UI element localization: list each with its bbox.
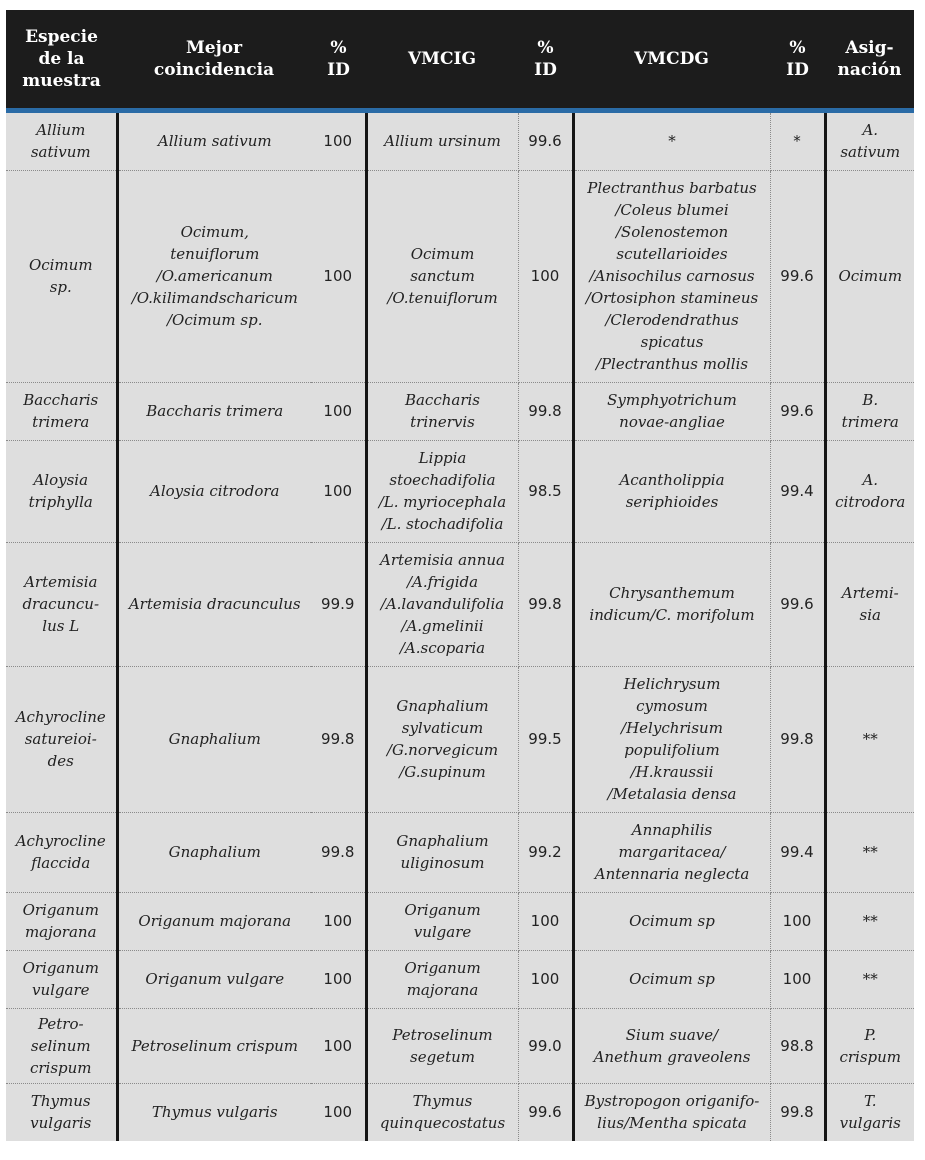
cell-text-line: Especie [25, 26, 98, 47]
cell-text-line: 100 [323, 267, 353, 285]
cell-vmcdg [573, 382, 770, 440]
cell-text-line: crispum [29, 1058, 92, 1077]
cell-text-line: Petroselinum [392, 1025, 493, 1044]
cell-text-line: de la [38, 48, 85, 69]
cell-best-match-percent-id [311, 542, 366, 666]
cell-text-line: P. [864, 1025, 877, 1044]
cell-text-line: 99.8 [780, 730, 814, 748]
cell-text-line: scutellarioides [616, 245, 728, 263]
cell-vmcdg [573, 440, 770, 542]
cell-text-line: Artemisia [24, 573, 98, 591]
cell-text-line: crispum [839, 1047, 902, 1066]
cell-text-line: 99.8 [321, 843, 355, 861]
table-row [6, 1008, 914, 1083]
table-row [6, 542, 914, 666]
cell-text-line: ID [786, 59, 809, 80]
cell-text-line: Origanum [404, 901, 481, 919]
cell-vmcig-percent-id [518, 666, 573, 812]
header-best-match [117, 10, 311, 110]
cell-sample-species [6, 666, 117, 812]
cell-vmcig-percent-id [518, 812, 573, 892]
cell-text-line: sylvaticum [401, 719, 484, 737]
cell-text-line: 99.8 [780, 1103, 814, 1122]
cell-text-line: 100 [323, 912, 353, 930]
cell-text-line: Acantholippia [619, 471, 725, 489]
cell-text-line: Origanum [22, 901, 99, 919]
cell-best-match [117, 892, 311, 950]
header-sample-species [6, 10, 117, 110]
cell-vmcdg [573, 110, 770, 170]
cell-text-line: 100 [323, 402, 353, 420]
cell-text-line: 99.6 [780, 267, 814, 285]
cell-text-line: muestra [22, 70, 101, 91]
cell-text-line: Origanum [22, 959, 99, 977]
cell-text-line: Anethum graveolens [593, 1047, 751, 1066]
cell-text-line: 99.0 [528, 1036, 562, 1055]
header-percent-id [311, 10, 366, 110]
cell-text-line: Ocimum sp [629, 912, 715, 930]
cell-text-line: Aloysia [33, 471, 89, 489]
cell-text-line: Achyrocline [15, 832, 106, 850]
cell-text-line: Gnaphalium [396, 832, 489, 850]
cell-text-line: segetum [410, 1047, 475, 1066]
header-vmcig [366, 10, 518, 110]
cell-text-line: 100 [782, 912, 812, 930]
table-header [6, 10, 914, 110]
cell-vmcdg-percent-id [770, 892, 825, 950]
cell-text-line: Petro- [37, 1014, 84, 1033]
cell-text-line: 99.6 [528, 132, 562, 150]
cell-vmcig-percent-id [518, 1083, 573, 1141]
cell-vmcig [366, 1083, 518, 1141]
cell-text-line: /O.tenuiflorum [387, 289, 498, 307]
cell-best-match-percent-id [311, 1008, 366, 1083]
cell-text-line: Gnaphalium [396, 697, 489, 715]
cell-vmcdg [573, 1083, 770, 1141]
table-row [6, 666, 914, 812]
cell-text-line: nación [837, 59, 902, 80]
table-row [6, 812, 914, 892]
cell-text-line: Thymus vulgaris [151, 1103, 278, 1122]
cell-text-line: Artemisia dracunculus [128, 595, 301, 613]
cell-sample-species [6, 1083, 117, 1141]
cell-text-line: Plectranthus barbatus [587, 179, 757, 197]
cell-text-line: ** [862, 970, 878, 988]
cell-text-line: Origanum majorana [138, 912, 292, 930]
cell-vmcig [366, 440, 518, 542]
cell-text-line: stoechadifolia [389, 471, 496, 489]
cell-text-line: flaccida [31, 854, 91, 872]
cell-text-line: A. [862, 121, 879, 139]
cell-text-line: /O.americanum [156, 267, 273, 285]
cell-text-line: T. [863, 1092, 877, 1111]
cell-text-line: /L. stochadifolia [381, 515, 504, 533]
cell-best-match [117, 110, 311, 170]
cell-text-line: ID [534, 59, 557, 80]
cell-text-line: /A.scoparia [399, 639, 486, 657]
cell-text-line: Allium ursinum [384, 132, 501, 150]
cell-text-line: lus L [42, 617, 80, 635]
cell-text-line: VMCIG [407, 48, 476, 69]
cell-vmcig-percent-id [518, 382, 573, 440]
cell-vmcig [366, 542, 518, 666]
cell-vmcig-percent-id [518, 542, 573, 666]
cell-text-line: 98.5 [528, 482, 562, 500]
cell-text-line: trimera [32, 413, 90, 431]
cell-assignment [825, 440, 914, 542]
cell-text-line: vulgare [413, 923, 472, 941]
cell-text-line: Ocimum [28, 256, 93, 274]
cell-text-line: populifolium [624, 741, 720, 759]
cell-text-line: /G.supinum [399, 763, 486, 781]
cell-text-line: cymosum [636, 697, 708, 715]
cell-text-line: 99.8 [528, 402, 562, 420]
cell-vmcdg-percent-id [770, 110, 825, 170]
cell-text-line: ID [327, 59, 350, 80]
cell-sample-species [6, 812, 117, 892]
cell-sample-species [6, 542, 117, 666]
cell-text-line: B. [862, 391, 879, 409]
cell-vmcdg [573, 812, 770, 892]
cell-text-line: Gnaphalium [168, 730, 261, 748]
cell-vmcdg [573, 1008, 770, 1083]
cell-sample-species [6, 440, 117, 542]
cell-vmcig [366, 110, 518, 170]
cell-text-line: /H.kraussii [630, 763, 714, 781]
cell-assignment [825, 812, 914, 892]
cell-text-line: dracuncu- [22, 595, 100, 613]
cell-text-line: Thymus [412, 1092, 473, 1111]
cell-best-match [117, 950, 311, 1008]
cell-text-line: Baccharis [23, 391, 99, 409]
cell-vmcig-percent-id [518, 170, 573, 382]
cell-text-line: sia [859, 606, 881, 624]
cell-text-line: 98.8 [780, 1036, 814, 1055]
cell-text-line: tenuiflorum [170, 245, 260, 263]
cell-text-line: 99.4 [780, 843, 814, 861]
cell-text-line: Ocimum [410, 245, 475, 263]
cell-text-line: Aloysia citrodora [149, 482, 280, 500]
cell-text-line: 100 [530, 970, 560, 988]
cell-best-match [117, 1083, 311, 1141]
cell-text-line: ** [862, 730, 878, 748]
cell-text-line: 99.9 [321, 595, 355, 613]
cell-text-line: Mejor [185, 37, 243, 58]
cell-text-line: /O.kilimandscharicum [131, 289, 298, 307]
cell-text-line: vulgaris [30, 1114, 92, 1133]
cell-assignment [825, 542, 914, 666]
cell-text-line: trimera [841, 413, 899, 431]
cell-text-line: selinum [30, 1036, 91, 1055]
cell-assignment [825, 170, 914, 382]
cell-vmcdg-percent-id [770, 1008, 825, 1083]
cell-text-line: % [537, 37, 554, 58]
table-row [6, 892, 914, 950]
cell-vmcig-percent-id [518, 110, 573, 170]
cell-best-match-percent-id [311, 892, 366, 950]
cell-vmcdg [573, 170, 770, 382]
cell-text-line: majorana [406, 981, 479, 999]
cell-text-line: seriphioides [625, 493, 719, 511]
cell-vmcdg-percent-id [770, 382, 825, 440]
cell-text-line: /L. myriocephala [378, 493, 507, 511]
cell-text-line: margaritacea/ [618, 843, 726, 861]
cell-best-match [117, 542, 311, 666]
cell-text-line: lius/Mentha spicata [597, 1114, 747, 1133]
cell-text-line: citrodora [835, 493, 906, 511]
cell-text-line: trinervis [410, 413, 475, 431]
cell-vmcig-percent-id [518, 440, 573, 542]
cell-text-line: /Helychrisum [621, 719, 723, 737]
cell-text-line: majorana [24, 923, 97, 941]
cell-text-line: Sium suave/ [625, 1025, 719, 1044]
cell-text-line: /G.norvegicum [386, 741, 499, 759]
cell-vmcdg-percent-id [770, 1083, 825, 1141]
cell-text-line: /Coleus blumei [615, 201, 729, 219]
cell-text-line: /Clerodendrathus [605, 311, 739, 329]
cell-vmcig-percent-id [518, 950, 573, 1008]
cell-sample-species [6, 892, 117, 950]
cell-text-line: Petroselinum crispum [131, 1036, 299, 1055]
header-percent-id [518, 10, 573, 110]
cell-vmcdg-percent-id [770, 666, 825, 812]
table-row [6, 440, 914, 542]
cell-text-line: 99.4 [780, 482, 814, 500]
cell-text-line: Baccharis [404, 391, 481, 409]
cell-text-line: vulgare [31, 981, 90, 999]
cell-text-line: 99.6 [528, 1103, 562, 1122]
cell-sample-species [6, 950, 117, 1008]
cell-text-line: satureioi- [24, 730, 97, 748]
cell-text-line: Ocimum, [180, 223, 249, 241]
cell-text-line: % [789, 37, 806, 58]
cell-text-line: /Plectranthus mollis [595, 355, 749, 373]
cell-assignment [825, 666, 914, 812]
cell-best-match [117, 1008, 311, 1083]
cell-best-match-percent-id [311, 170, 366, 382]
cell-text-line: triphylla [28, 493, 93, 511]
cell-text-line: * [793, 132, 801, 150]
cell-text-line: Helichrysum [623, 675, 721, 693]
table-row [6, 170, 914, 382]
cell-sample-species [6, 382, 117, 440]
cell-text-line: ** [862, 912, 878, 930]
cell-text-line: Annaphilis [631, 821, 713, 839]
cell-best-match [117, 440, 311, 542]
cell-vmcig-percent-id [518, 1008, 573, 1083]
cell-text-line: Bystropogon origanifo- [584, 1092, 760, 1111]
cell-assignment [825, 950, 914, 1008]
cell-text-line: 100 [530, 912, 560, 930]
table-row [6, 950, 914, 1008]
cell-text-line: 100 [323, 1103, 353, 1122]
cell-vmcig [366, 812, 518, 892]
cell-best-match-percent-id [311, 110, 366, 170]
cell-text-line: /A.lavandulifolia [380, 595, 505, 613]
cell-text-line: * [668, 132, 676, 150]
cell-sample-species [6, 170, 117, 382]
cell-text-line: sativum [30, 143, 91, 161]
cell-text-line: 99.5 [528, 730, 562, 748]
cell-best-match-percent-id [311, 382, 366, 440]
cell-vmcdg-percent-id [770, 812, 825, 892]
cell-text-line: Lippia [418, 449, 467, 467]
cell-vmcdg [573, 892, 770, 950]
cell-text-line: /A.frigida [406, 573, 479, 591]
cell-text-line: vulgaris [839, 1114, 901, 1133]
header-vmcdg [573, 10, 770, 110]
cell-vmcig [366, 170, 518, 382]
cell-best-match [117, 170, 311, 382]
cell-text-line: Allium sativum [157, 132, 272, 150]
cell-vmcdg [573, 950, 770, 1008]
cell-text-line: Chrysanthemum [609, 584, 735, 602]
cell-vmcig-percent-id [518, 892, 573, 950]
cell-text-line: Artemi- [841, 584, 899, 602]
cell-text-line: % [330, 37, 347, 58]
cell-text-line: Asig- [845, 37, 894, 58]
cell-text-line: uliginosum [400, 854, 485, 872]
cell-text-line: 99.6 [780, 402, 814, 420]
cell-vmcig [366, 950, 518, 1008]
cell-text-line: VMCDG [634, 48, 709, 69]
cell-text-line: /Anisochilus carnosus [589, 267, 755, 285]
cell-text-line: Gnaphalium [168, 843, 261, 861]
cell-vmcdg-percent-id [770, 440, 825, 542]
cell-text-line: sanctum [410, 267, 475, 285]
cell-text-line: 99.8 [528, 595, 562, 613]
cell-text-line: novae-angliae [619, 413, 725, 431]
cell-text-line: Origanum vulgare [145, 970, 285, 988]
cell-best-match-percent-id [311, 950, 366, 1008]
cell-best-match-percent-id [311, 1083, 366, 1141]
cell-text-line: 100 [323, 970, 353, 988]
cell-text-line: Ocimum [838, 267, 903, 285]
cell-text-line: Symphyotrichum [607, 391, 737, 409]
cell-assignment [825, 382, 914, 440]
cell-best-match [117, 666, 311, 812]
cell-text-line: des [47, 752, 74, 770]
cell-text-line: A. [862, 471, 879, 489]
cell-vmcdg-percent-id [770, 170, 825, 382]
cell-text-line: sativum [840, 143, 901, 161]
cell-text-line: coincidencia [153, 59, 275, 80]
cell-sample-species [6, 1008, 117, 1083]
species-identification-table [6, 10, 914, 1141]
cell-best-match-percent-id [311, 666, 366, 812]
cell-text-line: Antennaria neglecta [594, 865, 750, 883]
cell-text-line: 99.6 [780, 595, 814, 613]
cell-text-line: /A.gmelinii [401, 617, 484, 635]
table-body [6, 110, 914, 1141]
cell-text-line: Thymus [30, 1092, 91, 1111]
table-row [6, 1083, 914, 1141]
table-row [6, 382, 914, 440]
cell-text-line: 100 [323, 482, 353, 500]
cell-text-line: 100 [782, 970, 812, 988]
cell-text-line: /Metalasia densa [607, 785, 737, 803]
cell-text-line: /Ortosiphon stamineus [585, 289, 759, 307]
cell-vmcdg-percent-id [770, 542, 825, 666]
cell-assignment [825, 110, 914, 170]
cell-text-line: ** [862, 843, 878, 861]
cell-text-line: Allium [36, 121, 86, 139]
cell-best-match [117, 812, 311, 892]
cell-text-line: 100 [323, 132, 353, 150]
cell-text-line: /Solenostemon [615, 223, 729, 241]
cell-text-line: quinquecostatus [379, 1114, 506, 1133]
cell-assignment [825, 1083, 914, 1141]
cell-assignment [825, 892, 914, 950]
cell-text-line: Achyrocline [15, 708, 106, 726]
cell-assignment [825, 1008, 914, 1083]
table-row [6, 110, 914, 170]
cell-vmcig [366, 1008, 518, 1083]
cell-text-line: Baccharis trimera [146, 402, 284, 420]
cell-text-line: Artemisia annua [379, 551, 505, 569]
cell-vmcdg-percent-id [770, 950, 825, 1008]
cell-vmcig [366, 892, 518, 950]
cell-best-match [117, 382, 311, 440]
header-percent-id [770, 10, 825, 110]
cell-vmcig [366, 382, 518, 440]
cell-text-line: 99.2 [528, 843, 562, 861]
cell-text-line: Origanum [404, 959, 481, 977]
cell-text-line: indicum/C. morifolum [589, 606, 755, 624]
header-row [6, 10, 914, 110]
cell-text-line: sp. [49, 278, 72, 296]
cell-sample-species [6, 110, 117, 170]
cell-text-line: /Ocimum sp. [167, 311, 263, 329]
cell-text-line: 100 [530, 267, 560, 285]
cell-text-line: 99.8 [321, 730, 355, 748]
cell-best-match-percent-id [311, 812, 366, 892]
cell-vmcig [366, 666, 518, 812]
cell-vmcdg [573, 542, 770, 666]
cell-best-match-percent-id [311, 440, 366, 542]
cell-text-line: spicatus [640, 333, 704, 351]
cell-text-line: 100 [323, 1036, 353, 1055]
header-assignment [825, 10, 914, 110]
cell-text-line: Ocimum sp [629, 970, 715, 988]
cell-vmcdg [573, 666, 770, 812]
